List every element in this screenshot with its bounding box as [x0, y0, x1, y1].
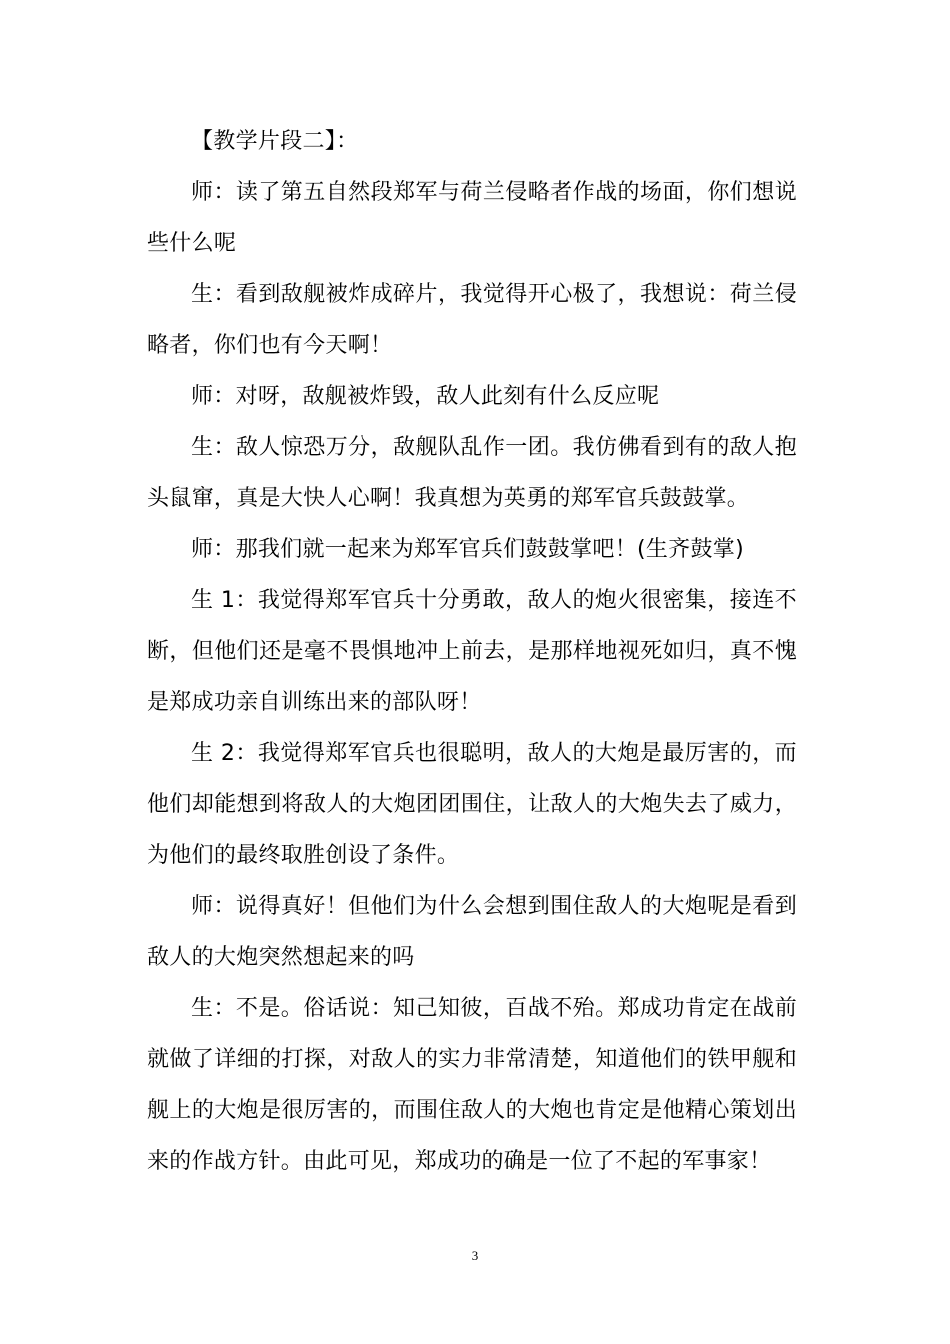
section-heading: 【教学片段二】： [191, 129, 359, 154]
paragraph-student-2: 生：敌人惊恐万分，敌舰队乱作一团。我仿佛看到有的敌人抱头鼠窜，真是大快人心啊！我真想为英勇的郑军官兵鼓鼓掌。 [147, 435, 797, 511]
paragraph-teacher-2: 师：对呀，敌舰被炸毁，敌人此刻有什么反应呢 [191, 384, 660, 409]
paragraph-teacher-1: 师：读了第五自然段郑军与荷兰侵略者作战的场面，你们想说些什么呢 [147, 180, 797, 256]
paragraph-student-4: 生 2：我觉得郑军官兵也很聪明，敌人的大炮是最厉害的，而他们却能想到将敌人的大炮团团围住，让敌人的大炮失去了威力，为他们的最终取胜创设了条件。 [147, 741, 797, 868]
paragraph-teacher-3: 师：那我们就一起来为郑军官兵们鼓鼓掌吧！(生齐鼓掌) [191, 537, 744, 562]
paragraph-student-1: 生：看到敌舰被炸成碎片，我觉得开心极了，我想说：荷兰侵略者，你们也有今天啊！ [147, 282, 797, 358]
document-body [147, 116, 797, 1187]
paragraph-student-3: 生 1：我觉得郑军官兵十分勇敢，敌人的炮火很密集，接连不断，但他们还是毫不畏惧地冲上前去，是那样地视死如归，真不愧是郑成功亲自训练出来的部队呀！ [147, 588, 797, 715]
paragraph-student-5: 生：不是。俗话说：知己知彼，百战不殆。郑成功肯定在战前就做了详细的打探，对敌人的实力非常清楚，知道他们的铁甲舰和舰上的大炮是很厉害的，而围住敌人的大炮也肯定是他精心策划出来的作战方针。由此可见，郑成功的确是一位了不起的军事家！ [147, 996, 797, 1174]
paragraph-teacher-4: 师：说得真好！但他们为什么会想到围住敌人的大炮呢是看到敌人的大炮突然想起来的吗 [147, 894, 797, 970]
page-number: 3 [471, 1248, 479, 1263]
